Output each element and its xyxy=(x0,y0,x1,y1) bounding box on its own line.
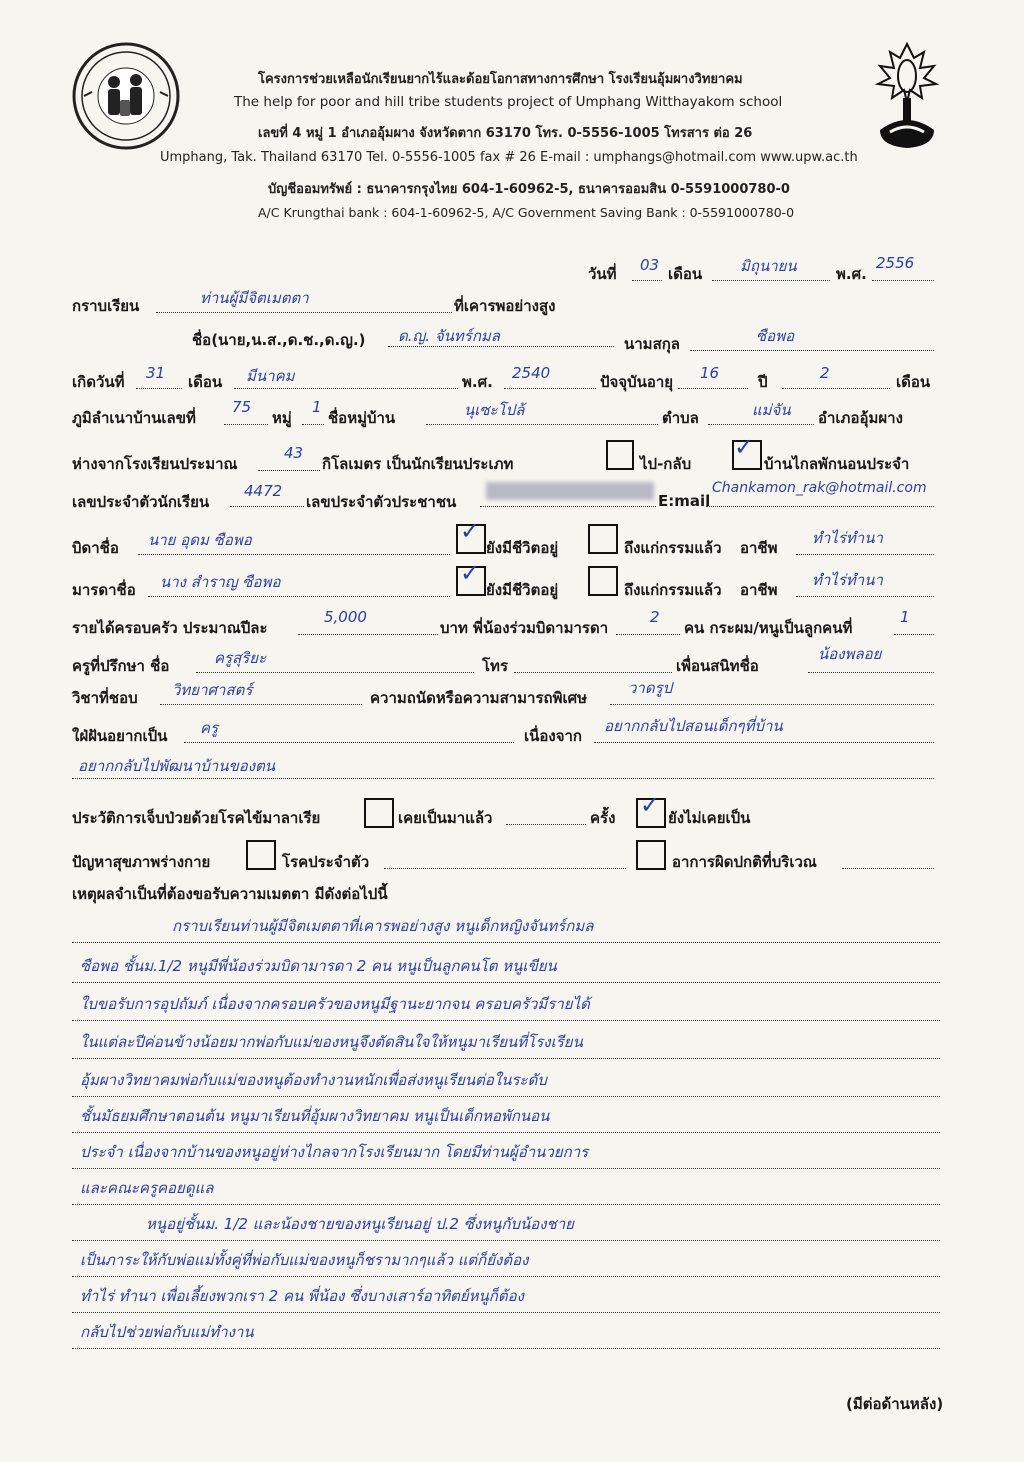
header-address-thai: เลขที่ 4 หมู่ 1 อำเภออุ้มผาง จังหวัดตาก 63170 โทร. 0-5556-1005 โทรสาร ต่อ 26 xyxy=(258,126,753,141)
village-label: ชื่อหมู่บ้าน xyxy=(328,409,396,427)
type-boarding-label: บ้านไกลพักนอนประจำ xyxy=(764,455,910,473)
mother-deceased-checkbox[interactable] xyxy=(588,566,618,596)
mother-value: นาง สำราญ ซือพอ xyxy=(160,573,281,591)
distance-value: 43 xyxy=(284,444,304,462)
dream-label: ใฝ่ฝันอยากเป็น xyxy=(72,727,168,745)
father-occupation-label: อาชีพ xyxy=(740,539,778,557)
malaria-times-label: ครั้ง xyxy=(590,809,616,827)
malaria-had-label: เคยเป็นมาแล้ว xyxy=(398,809,493,827)
village-value: นุเซะโปล้ xyxy=(464,401,525,419)
father-value: นาย อุดม ซือพอ xyxy=(148,531,252,549)
greeting-value: ท่านผู้มีจิตเมตตา xyxy=(200,289,309,307)
birth-day-label: เกิดวันที่ xyxy=(72,373,125,391)
father-label: บิดาชื่อ xyxy=(72,539,119,557)
health-label: ปัญหาสุขภาพร่างกาย xyxy=(72,853,211,871)
header-org-thai: โครงการช่วยเหลือนักเรียนยากไร้และด้อยโอกาสทางการศึกษา โรงเรียนอุ้มผางวิทยาคม xyxy=(258,72,743,87)
checkmark-icon: ✓ xyxy=(640,791,661,819)
father-alive-label: ยังมีชีวิตอยู่ xyxy=(486,539,559,557)
malaria-had-checkbox[interactable] xyxy=(364,798,394,828)
date-day-label: วันที่ xyxy=(588,265,617,283)
student-id-value: 4472 xyxy=(244,482,283,500)
birth-year-value: 2540 xyxy=(512,364,551,382)
because-label: เนื่องจาก xyxy=(524,727,583,745)
malaria-label: ประวัติการเจ็บป่วยด้วยโรคไข้มาลาเรีย xyxy=(72,809,321,827)
mother-occupation-label: อาชีพ xyxy=(740,581,778,599)
subject-label: วิชาที่ชอบ xyxy=(72,689,138,707)
reason-line: ทำไร่ ทำนา เพื่อเลี้ยงพวกเรา 2 คน พี่น้อง ซึ่งบางเสาร์อาทิตย์หนูก็ต้อง xyxy=(80,1287,524,1305)
surname-value: ซือพอ xyxy=(756,327,795,345)
home-no-label: ภูมิลำเนาบ้านเลขที่ xyxy=(72,409,196,427)
date-year-label: พ.ศ. xyxy=(836,265,867,283)
header-address-en: Umphang, Tak. Thailand 63170 Tel. 0-5556-1005 fax # 26 E-mail : umphangs@hotmail.com www.upw.ac.th xyxy=(160,150,858,165)
home-no-value: 75 xyxy=(232,398,252,416)
greeting-suffix: ที่เคารพอย่างสูง xyxy=(454,297,556,315)
chronic-label: โรคประจำตัว xyxy=(282,853,370,871)
header-org-en: The help for poor and hill tribe students project of Umphang Witthayakom school xyxy=(234,94,783,110)
reason-line: เป็นภาระให้กับพ่อแม่ทั้งคู่ที่พ่อกับแม่ของหนูก็ชรามากๆแล้ว แต่ก็ยังต้อง xyxy=(80,1251,529,1269)
abnormal-checkbox[interactable] xyxy=(636,840,666,870)
income-label: รายได้ครอบครัว ประมาณปีละ xyxy=(72,619,268,637)
reason-line: และคณะครูคอยดูแล xyxy=(80,1179,214,1197)
reason-line: ใบขอรับการอุปถัมภ์ เนื่องจากครอบครัวของหนูมีฐานะยากจน ครอบครัวมีรายได้ xyxy=(80,995,590,1013)
friend-label: เพื่อนสนิทชื่อ xyxy=(676,657,759,675)
type-daily-label: ไป-กลับ xyxy=(640,455,692,473)
because-value-2: อยากกลับไปพัฒนาบ้านของตน xyxy=(78,757,276,775)
reason-line: อุ้มผางวิทยาคมพ่อกับแม่ของหนูต้องทำงานหนักเพื่อส่งหนูเรียนต่อในระดับ xyxy=(80,1071,547,1089)
surname-label: นามสกุล xyxy=(624,335,680,353)
mother-occupation-value: ทำไร่ทำนา xyxy=(812,571,883,589)
birth-month-label: เดือน xyxy=(188,373,223,391)
reason-heading: เหตุผลจำเป็นที่ต้องขอรับความเมตตา มีดังต่อไปนี้ xyxy=(72,885,388,903)
father-deceased-label: ถึงแก่กรรมแล้ว xyxy=(624,539,722,557)
birth-day-value: 31 xyxy=(146,364,166,382)
date-year-value: 2556 xyxy=(876,254,915,272)
age-year-label: ปี xyxy=(758,373,768,391)
date-month-label: เดือน xyxy=(668,265,703,283)
reason-line: ในแต่ละปีค่อนข้างน้อยมากพ่อกับแม่ของหนูจึงตัดสินใจให้หนูมาเรียนที่โรงเรียน xyxy=(80,1033,583,1051)
project-logo xyxy=(70,40,182,152)
checkmark-icon: ✓ xyxy=(460,517,481,545)
advisor-value: ครูสุริยะ xyxy=(214,649,267,667)
redacted-citizen-id xyxy=(486,482,654,500)
advisor-label: ครูที่ปรึกษา ชื่อ xyxy=(72,657,170,675)
name-label: ชื่อ(นาย,น.ส.,ด.ช.,ด.ญ.) xyxy=(192,331,366,349)
mother-alive-label: ยังมีชีวิตอยู่ xyxy=(486,581,559,599)
email-label: E:mail xyxy=(658,492,711,510)
subject-value: วิทยาศาสตร์ xyxy=(172,681,253,699)
dream-value: ครู xyxy=(200,719,219,737)
father-deceased-checkbox[interactable] xyxy=(588,524,618,554)
income-value: 5,000 xyxy=(324,608,367,626)
father-occupation-value: ทำไร่ทำนา xyxy=(812,529,883,547)
subdistrict-label: ตำบล xyxy=(662,409,699,427)
subdistrict-value: แม่จัน xyxy=(752,401,791,419)
header-bank-en: A/C Krungthai bank : 604-1-60962-5, A/C Government Saving Bank : 0-5591000780-0 xyxy=(258,205,795,220)
reason-line: ประจำ เนื่องจากบ้านของหนูอยู่ห่างไกลจากโรงเรียนมาก โดยมีท่านผู้อำนวยการ xyxy=(80,1143,589,1161)
because-value: อยากกลับไปสอนเด็กๆที่บ้าน xyxy=(604,717,783,735)
school-emblem xyxy=(862,40,952,152)
chronic-checkbox[interactable] xyxy=(246,840,276,870)
age-label: ปัจจุบันอายุ xyxy=(600,373,674,391)
reason-line: หนูอยู่ชั้นม. 1/2 และน้องชายของหนูเรียนอยู่ ป.2 ซึ่งหนูกับน้องชาย xyxy=(146,1215,574,1233)
distance-label: ห่างจากโรงเรียนประมาณ xyxy=(72,455,238,473)
phone-label: โทร xyxy=(482,657,509,675)
moo-label: หมู่ xyxy=(272,409,292,427)
checkmark-icon: ✓ xyxy=(460,559,481,587)
moo-value: 1 xyxy=(312,398,322,416)
abnormal-label: อาการผิดปกติที่บริเวณ xyxy=(672,853,817,871)
continued-note: (มีต่อด้านหลัง) xyxy=(846,1395,944,1413)
date-day-value: 03 xyxy=(640,256,660,274)
child-order-label: คน กระผม/หนูเป็นลูกคนที่ xyxy=(684,619,853,637)
age-month-label: เดือน xyxy=(896,373,931,391)
reason-line: ซือพอ ชั้นม.1/2 หนูมีพี่น้องร่วมบิดามารดา 2 คน หนูเป็นลูกคนโต หนูเขียน xyxy=(80,957,557,975)
checkmark-icon: ✓ xyxy=(734,433,755,461)
mother-label: มารดาชื่อ xyxy=(72,581,136,599)
date-month-value: มิถุนายน xyxy=(740,257,797,275)
malaria-never-label: ยังไม่เคยเป็น xyxy=(668,809,751,827)
name-value: ด.ญ. จันทร์กมล xyxy=(398,327,500,345)
district-label: อำเภออุ้มผาง xyxy=(818,409,903,427)
reason-line: กราบเรียนท่านผู้มีจิตเมตตาที่เคารพอย่างสูง หนูเด็กหญิงจันทร์กมล xyxy=(172,917,594,935)
talent-label: ความถนัดหรือความสามารถพิเศษ xyxy=(370,689,588,707)
baht-siblings-label: บาท พี่น้องร่วมบิดามารดา xyxy=(440,619,609,637)
email-value: Chankamon_rak@hotmail.com xyxy=(712,480,927,496)
header-bank-thai: บัญชีออมทรัพย์ : ธนาคารกรุงไทย 604-1-60962-5, ธนาคารออมสิน 0-5591000780-0 xyxy=(268,182,790,197)
reason-line: กลับไปช่วยพ่อกับแม่ทำงาน xyxy=(80,1323,254,1341)
citizen-id-label: เลขประจำตัวประชาชน xyxy=(306,493,457,511)
age-month-value: 2 xyxy=(820,364,830,382)
reason-line: ชั้นมัธยมศึกษาตอนต้น หนูมาเรียนที่อุ้มผางวิทยาคม หนูเป็นเด็กหอพักนอน xyxy=(80,1107,550,1125)
distance-unit-label: กิโลเมตร เป็นนักเรียนประเภท xyxy=(322,455,514,473)
age-value: 16 xyxy=(700,364,720,382)
type-daily-checkbox[interactable] xyxy=(606,440,634,470)
talent-value: วาดรูป xyxy=(628,679,673,697)
birth-year-label: พ.ศ. xyxy=(462,373,493,391)
mother-deceased-label: ถึงแก่กรรมแล้ว xyxy=(624,581,722,599)
friend-value: น้องพลอย xyxy=(818,645,882,663)
birth-month-value: มีนาคม xyxy=(246,367,295,385)
child-order-value: 1 xyxy=(900,608,910,626)
greeting-label: กราบเรียน xyxy=(72,297,140,315)
siblings-value: 2 xyxy=(650,608,660,626)
student-id-label: เลขประจำตัวนักเรียน xyxy=(72,493,210,511)
